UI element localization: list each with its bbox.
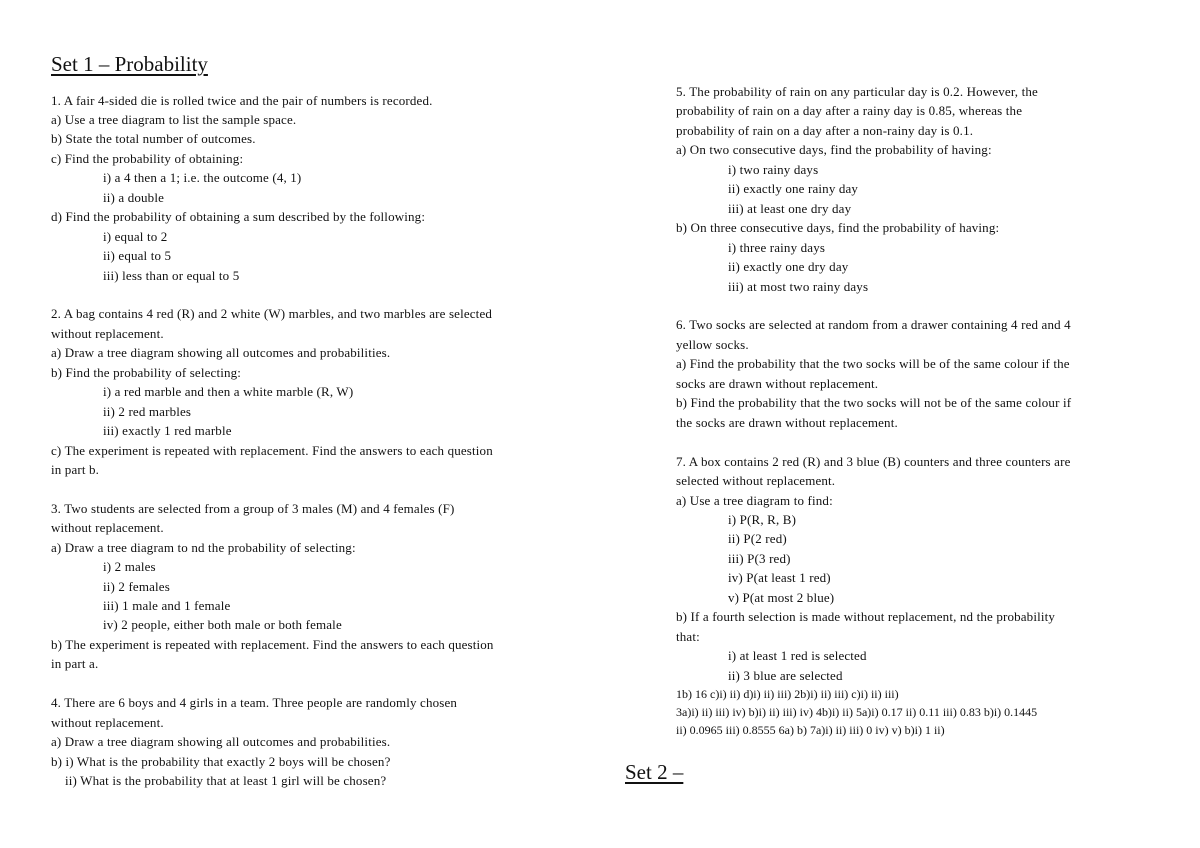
q3-line: b) The experiment is repeated with replacement. Find the answers to each question	[51, 637, 494, 652]
q1-line: b) State the total number of outcomes.	[51, 131, 256, 146]
q2-line: c) The experiment is repeated with replacement. Find the answers to each question	[51, 443, 493, 458]
q3-line: 3. Two students are selected from a group of 3 males (M) and 4 females (F)	[51, 501, 455, 516]
q3-line: ii) 2 females	[103, 579, 170, 594]
q1-line: a) Use a tree diagram to list the sample space.	[51, 112, 297, 127]
q1-line: 1. A fair 4-sided die is rolled twice and the pair of numbers is recorded.	[51, 93, 433, 108]
q7-line: iii) P(3 red)	[728, 551, 791, 566]
q1-line: iii) less than or equal to 5	[103, 268, 240, 283]
answers-line: 3a)i) ii) iii) iv) b)i) ii) iii) iv) 4b)i) ii) 5a)i) 0.17 ii) 0.11 iii) 0.83 b)i) 0.1445	[676, 705, 1038, 719]
q7-line: b) If a fourth selection is made without replacement, nd the probability	[676, 609, 1056, 624]
q2-line: in part b.	[51, 462, 100, 477]
q3-line: a) Draw a tree diagram to nd the probability of selecting:	[51, 540, 356, 555]
q2-line: i) a red marble and then a white marble (R, W)	[103, 384, 354, 399]
q7-line: 7. A box contains 2 red (R) and 3 blue (B) counters and three counters are	[676, 454, 1071, 469]
q7-line: a) Use a tree diagram to find:	[676, 493, 833, 508]
q3-line: i) 2 males	[103, 559, 156, 574]
q1-line: c) Find the probability of obtaining:	[51, 151, 244, 166]
q2-line: without replacement.	[51, 326, 164, 341]
q6-line: b) Find the probability that the two socks will not be of the same colour if	[676, 395, 1072, 410]
q6-line: the socks are drawn without replacement.	[676, 415, 898, 430]
q6-line: a) Find the probability that the two socks will be of the same colour if the	[676, 356, 1070, 371]
q6-line: 6. Two socks are selected at random from a drawer containing 4 red and 4	[676, 317, 1071, 332]
q1-line: ii) a double	[103, 190, 165, 205]
q7-line: ii) 3 blue are selected	[728, 668, 843, 683]
q7-line: that:	[676, 629, 700, 644]
q5-line: a) On two consecutive days, find the probability of having:	[676, 142, 992, 157]
q5-line: probability of rain on a day after a non-rainy day is 0.1.	[676, 123, 974, 138]
q5-line: iii) at least one dry day	[728, 201, 852, 216]
q4-line: a) Draw a tree diagram showing all outcomes and probabilities.	[51, 734, 391, 749]
answers-line: ii) 0.0965 iii) 0.8555 6a) b) 7a)i) ii) iii) 0 iv) v) b)i) 1 ii)	[676, 723, 945, 737]
q3-line: iv) 2 people, either both male or both female	[103, 617, 342, 632]
q5-line: i) two rainy days	[728, 162, 819, 177]
q1-line: i) a 4 then a 1; i.e. the outcome (4, 1)	[103, 170, 302, 185]
q3-line: in part a.	[51, 656, 99, 671]
q5-line: i) three rainy days	[728, 240, 826, 255]
q2-line: iii) exactly 1 red marble	[103, 423, 232, 438]
q5-line: probability of rain on a day after a rainy day is 0.85, whereas the	[676, 103, 1023, 118]
q5-line: 5. The probability of rain on any particular day is 0.2. However, the	[676, 84, 1038, 99]
q5-line: b) On three consecutive days, find the probability of having:	[676, 220, 1000, 235]
q3-line: iii) 1 male and 1 female	[103, 598, 231, 613]
q6-line: yellow socks.	[676, 337, 749, 352]
q7-line: iv) P(at least 1 red)	[728, 570, 831, 585]
q4-line: without replacement.	[51, 715, 164, 730]
q5-line: ii) exactly one rainy day	[728, 181, 859, 196]
q7-line: selected without replacement.	[676, 473, 836, 488]
q1-line: i) equal to 2	[103, 229, 168, 244]
q4-line: 4. There are 6 boys and 4 girls in a team. Three people are randomly chosen	[51, 695, 458, 710]
q7-line: i) P(R, R, B)	[728, 512, 797, 527]
set2-heading: Set 2 –	[625, 760, 684, 784]
q3-line: without replacement.	[51, 520, 164, 535]
q1-line: ii) equal to 5	[103, 248, 172, 263]
q1-line: d) Find the probability of obtaining a sum described by the following:	[51, 209, 426, 224]
q2-line: ii) 2 red marbles	[103, 404, 192, 419]
answers-line: 1b) 16 c)i) ii) d)i) ii) iii) 2b)i) ii) iii) c)i) ii) iii)	[676, 687, 899, 701]
q2-line: 2. A bag contains 4 red (R) and 2 white (W) marbles, and two marbles are selected	[51, 306, 493, 321]
q6-line: socks are drawn without replacement.	[676, 376, 879, 391]
q4-line: b) i) What is the probability that exactly 2 boys will be chosen?	[51, 754, 391, 769]
q5-line: iii) at most two rainy days	[728, 279, 869, 294]
q2-line: b) Find the probability of selecting:	[51, 365, 242, 380]
set1-heading: Set 1 – Probability	[51, 52, 208, 76]
q2-line: a) Draw a tree diagram showing all outcomes and probabilities.	[51, 345, 391, 360]
q7-line: ii) P(2 red)	[728, 531, 787, 546]
q7-line: i) at least 1 red is selected	[728, 648, 867, 663]
q5-line: ii) exactly one dry day	[728, 259, 849, 274]
q4-line: ii) What is the probability that at least 1 girl will be chosen?	[65, 773, 387, 788]
q7-line: v) P(at most 2 blue)	[728, 590, 835, 605]
